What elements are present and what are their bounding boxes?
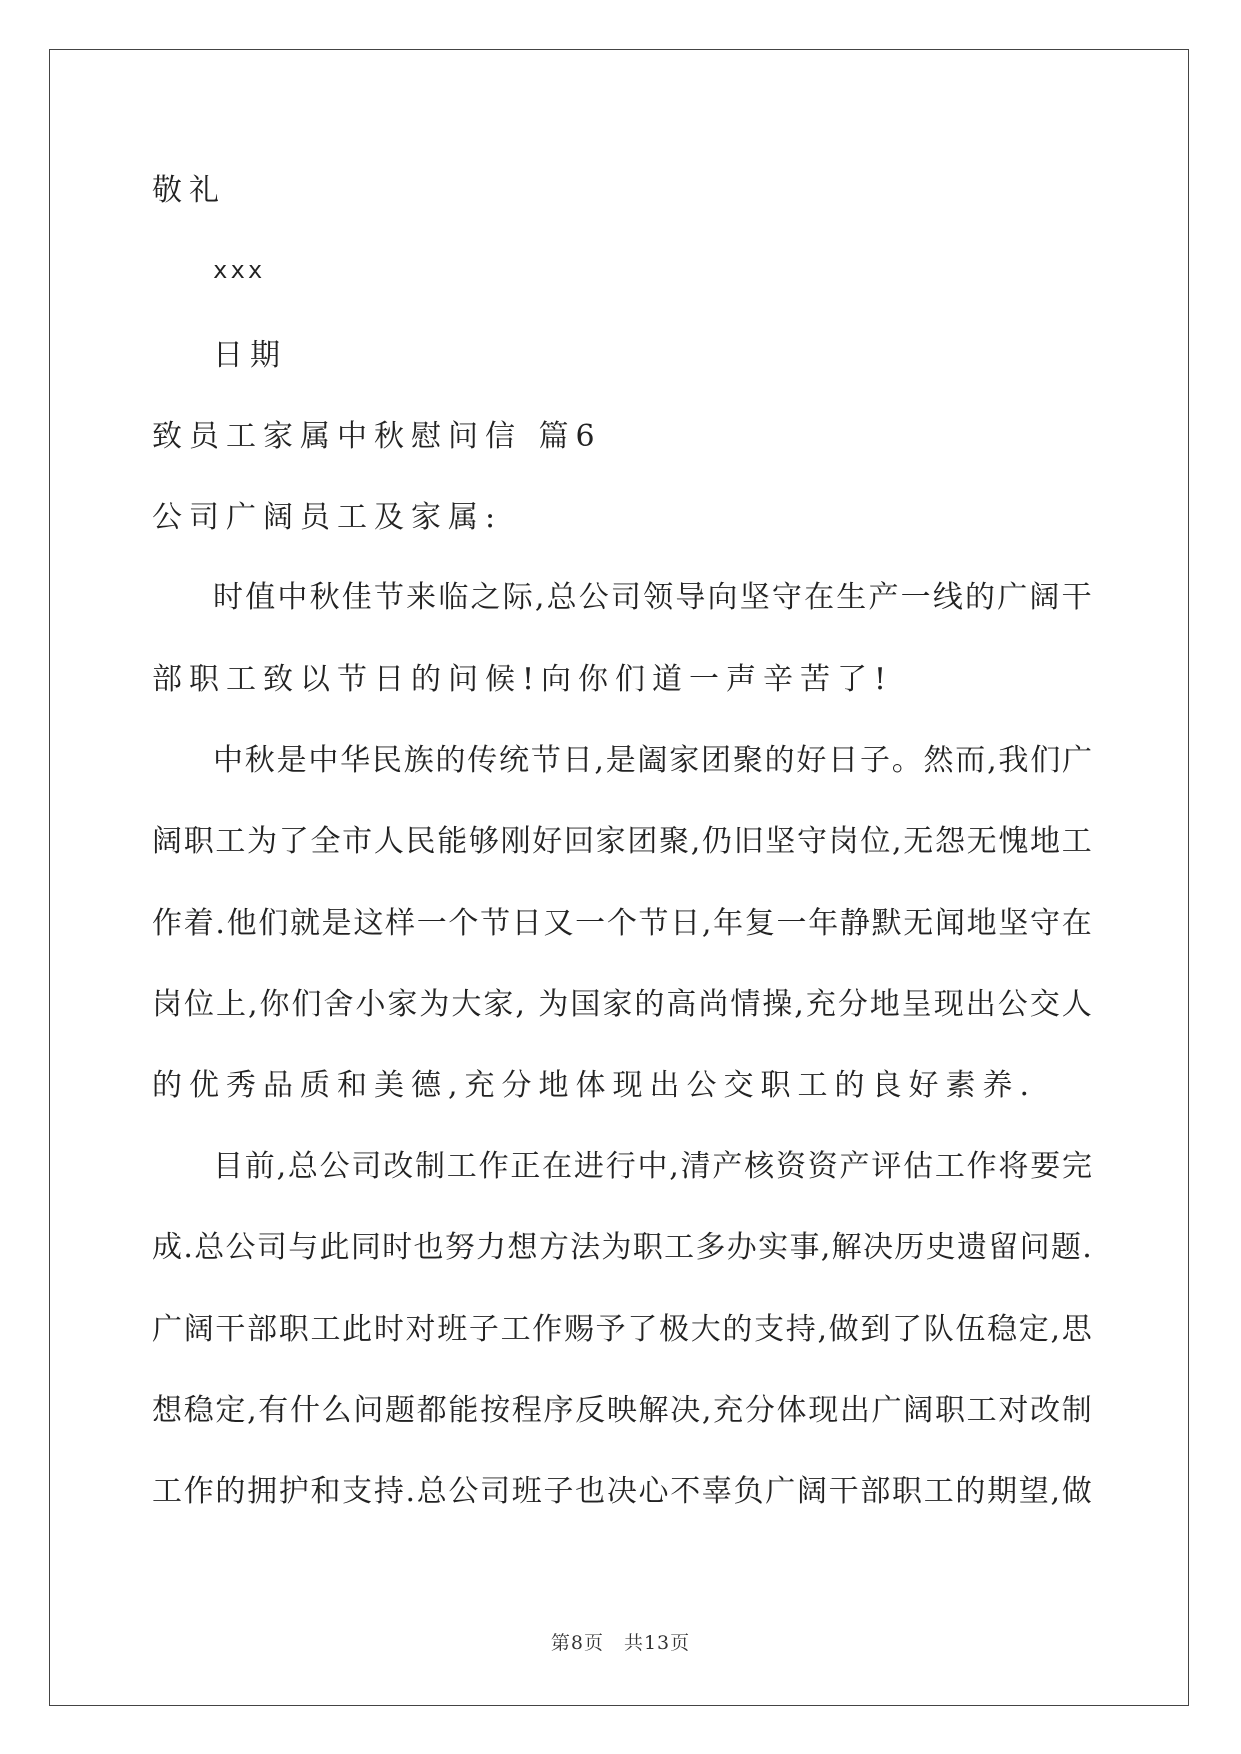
paragraph-3-line-5: 工 作 的 拥 护 和 支 持 . 总 公 司 班 子 也 决 心 不 辜 负 广 阔 干 部 职 工 的 期 望 , 做 — [152, 1474, 1092, 1509]
signature-date: 日期 — [213, 338, 287, 373]
signature-name: xxx — [213, 256, 266, 284]
paragraph-1-line-2: 部职工致以节日的问候!向你们道一声辛苦了! — [152, 662, 894, 697]
paragraph-2-line-4: 岗 位 上 , 你 们 舍 小 家 为 大 家 , 为 国 家 的 高 尚 情 操 , 充 分 地 呈 现 出 公 交 人 — [152, 987, 1092, 1022]
letter-greeting: 公司广阔员工及家属: — [152, 500, 503, 535]
paragraph-2-line-1: 中 秋 是 中 华 民 族 的 传 统 节 日 , 是 阖 家 团 聚 的 好 日 子 。 然 而 , 我 们 广 — [213, 743, 1092, 778]
paragraph-1-line-1: 时 值 中 秋 佳 节 来 临 之 际 , 总 公 司 领 导 向 坚 守 在 生 产 一 线 的 广 阔 干 — [213, 580, 1092, 615]
letter-title: 致员工家属中秋慰问信 篇6 — [152, 419, 602, 454]
paragraph-3-line-1: 目 前 , 总 公 司 改 制 工 作 正 在 进 行 中 , 清 产 核 资 资 产 评 估 工 作 将 要 完 — [213, 1149, 1092, 1184]
paragraph-2-line-5: 的优秀品质和美德,充分地体现出公交职工的良好素养. — [152, 1068, 1037, 1103]
page-border — [49, 49, 1189, 1706]
page-number-footer: 第8页 共13页 — [550, 1632, 691, 1654]
paragraph-3-line-3: 广 阔 干 部 职 工 此 时 对 班 子 工 作 赐 予 了 极 大 的 支 持 , 做 到 了 队 伍 稳 定 , 思 — [152, 1312, 1092, 1347]
closing-salutation: 敬礼 — [152, 173, 226, 208]
paragraph-3-line-4: 想 稳 定 , 有 什 么 问 题 都 能 按 程 序 反 映 解 决 , 充 分 体 现 出 广 阔 职 工 对 改 制 — [152, 1393, 1092, 1428]
paragraph-3-line-2: 成 . 总 公 司 与 此 同 时 也 努 力 想 方 法 为 职 工 多 办 实 事 , 解 决 历 史 遗 留 问 题 . — [152, 1230, 1092, 1265]
paragraph-2-line-2: 阔 职 工 为 了 全 市 人 民 能 够 刚 好 回 家 团 聚 , 仍 旧 坚 守 岗 位 , 无 怨 无 愧 地 工 — [152, 824, 1092, 859]
paragraph-2-line-3: 作 着 . 他 们 就 是 这 样 一 个 节 日 又 一 个 节 日 , 年 复 一 年 静 默 无 闻 地 坚 守 在 — [152, 906, 1092, 941]
